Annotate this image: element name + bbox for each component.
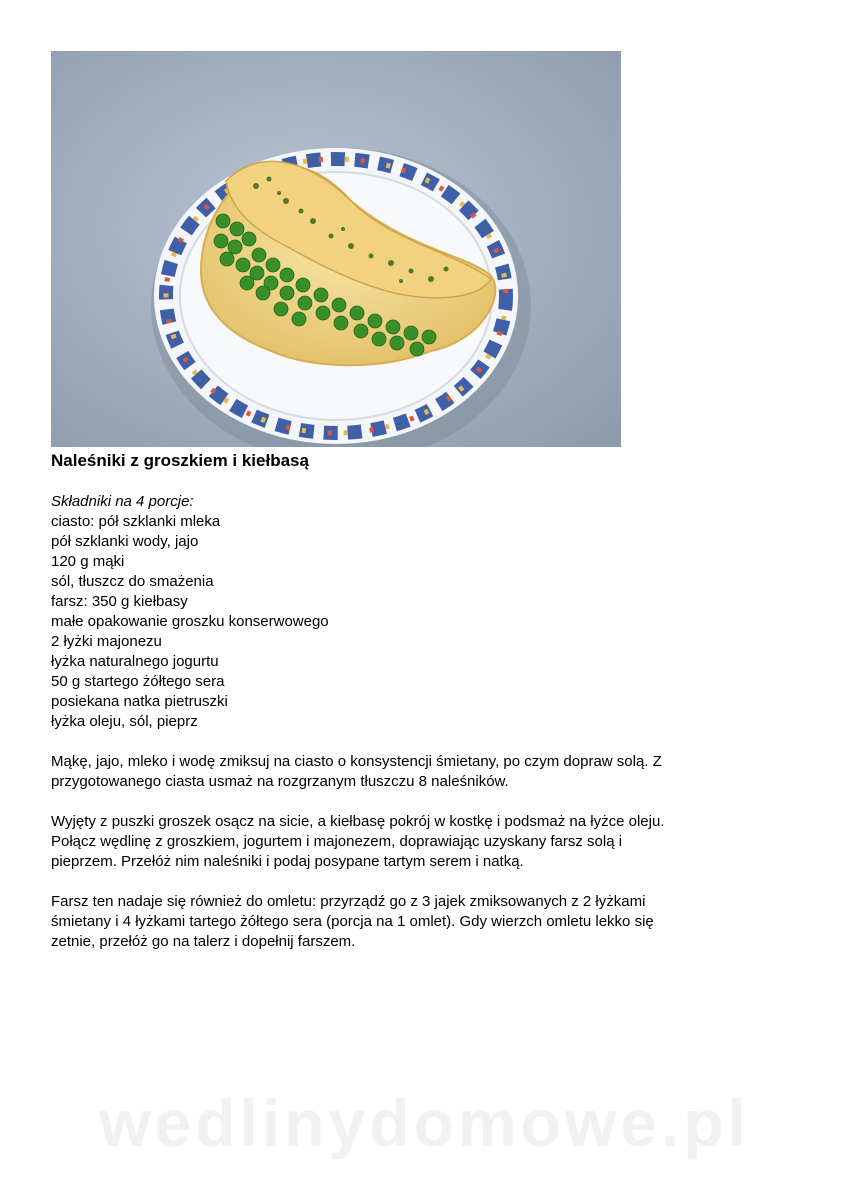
site-watermark: wedlinydomowe.pl (99, 1086, 750, 1160)
ingredient-item: łyżka oleju, sól, pieprz (51, 713, 198, 730)
servings-label: Składniki na 4 porcje: (51, 493, 194, 510)
ingredient-item: ciasto: pół szklanki mleka (51, 513, 221, 530)
recipe-body (51, 492, 791, 952)
ingredient-item: małe opakowanie groszku konserwowego (51, 613, 329, 630)
recipe-photo (51, 51, 621, 447)
ingredient-item: 120 g mąki (51, 553, 125, 570)
step-paragraph: Wyjęty z puszki groszek osącz na sicie, a kiełbasę pokrój w kostkę i podsmaż na łyżce oleju. Połącz wędlinę z groszkiem, jogurtem i majonezem, doprawiając uzyskany farsz solą i pieprzem. Przełóż nim naleśniki i podaj posypane tartym serem i natką. (51, 813, 665, 870)
ingredient-list (51, 512, 791, 732)
omelette-plate-illustration (51, 51, 621, 447)
ingredient-item: farsz: 350 g kiełbasy (51, 593, 188, 610)
ingredient-item: sól, tłuszcz do smażenia (51, 573, 214, 590)
step-paragraph: Farsz ten nadaje się również do omletu: przyrządź go z 3 jajek zmiksowanych z 2 łyżkami śmietany i 4 łyżkami tartego żółtego sera (porcja na 1 omlet). Gdy wierzch omletu lekko się zetnie, przełóż go na talerz i dopełnij farszem. (51, 893, 654, 950)
ingredient-item: posiekana natka pietruszki (51, 693, 228, 710)
step-paragraph: Mąkę, jajo, mleko i wodę zmiksuj na ciasto o konsystencji śmietany, po czym dopraw solą. Z przygotowanego ciasta usmaż na rozgrzanym tłuszczu 8 naleśników. (51, 753, 662, 790)
ingredient-item: 50 g startego żółtego sera (51, 673, 225, 690)
ingredient-item: łyżka naturalnego jogurtu (51, 653, 219, 670)
ingredient-item: 2 łyżki majonezu (51, 633, 162, 650)
ingredient-item: pół szklanki wody, jajo (51, 533, 199, 550)
recipe-title: Naleśniki z groszkiem i kiełbasą (51, 451, 309, 470)
